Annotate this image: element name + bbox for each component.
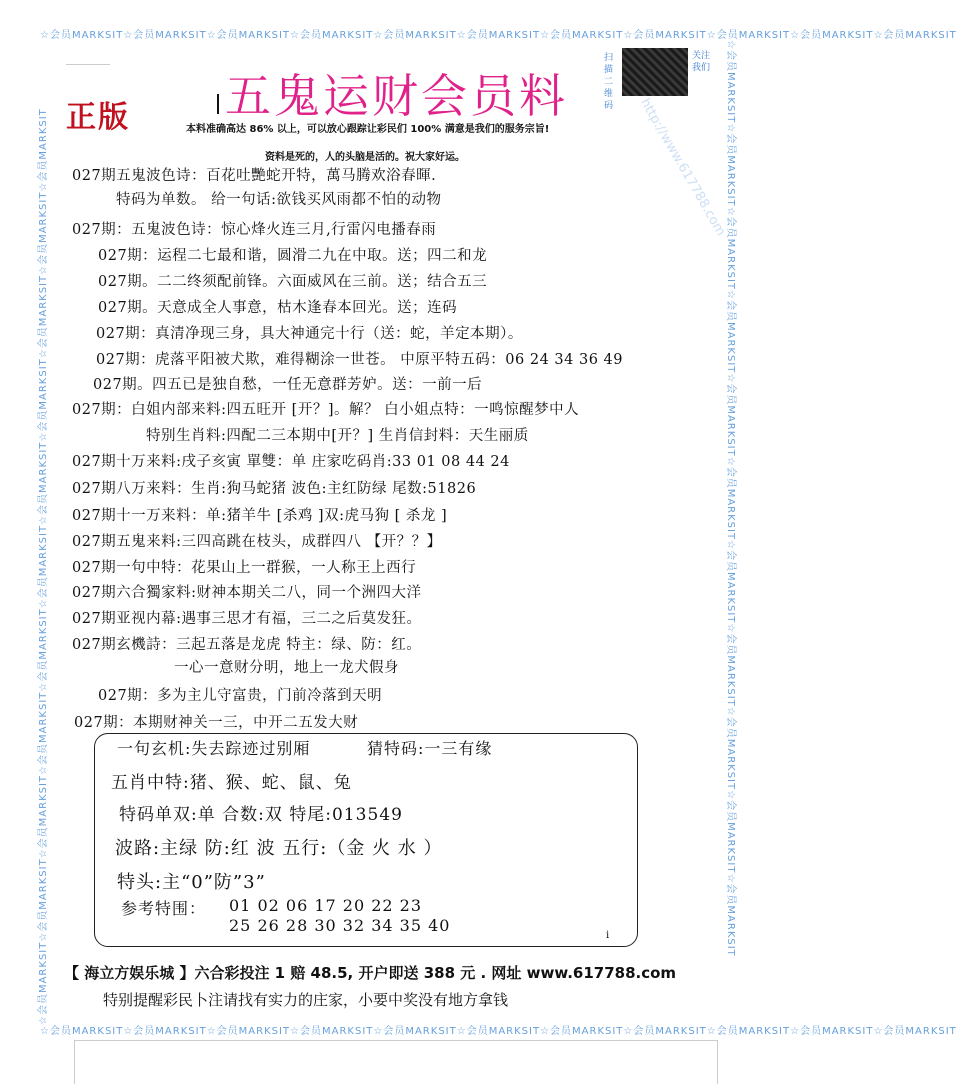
prediction-line: 027期。二二终须配前锋。六面威风在三前。送；结合五三	[98, 274, 488, 290]
wave-text: 波路:主绿 防:红 波 五行:（金 火 水 ）	[115, 838, 443, 859]
prediction-line: 027期五鬼波色诗：百花吐艷蛇开特，萬马腾欢浴春暉.	[72, 168, 437, 184]
qr-caption-left: 扫描二维码	[604, 53, 614, 111]
reference-label: 参考特围：	[121, 899, 207, 918]
watermark-band-right: ☆会员MARKSIT☆会员MARKSIT☆会员MARKSIT☆会员MARKSIT☆会员MARKSIT☆会员MARKSIT☆会员MARKSIT☆会员MARKSIT☆会员MARKSIT☆会员MARKSIT☆会员MARKSIT	[725, 40, 736, 957]
prediction-line: 一心一意财分明，地上一龙犬假身	[174, 660, 399, 676]
prediction-line: 027期。天意成全人事意，枯木逢春本回光。送；连码	[98, 300, 458, 316]
prediction-line: 027期十一万来料：单:猪羊牛 [杀鸡 ]双:虎马狗 [ 杀龙 ]	[72, 508, 448, 524]
watermark-band-left: ☆会员MARKSIT☆会员MARKSIT☆会员MARKSIT☆会员MARKSIT☆会员MARKSIT☆会员MARKSIT☆会员MARKSIT☆会员MARKSIT☆会员MARKSIT☆会员MARKSIT☆会员MARKSIT	[38, 108, 49, 1025]
tagline: 本料准确高达 86% 以上，可以放心跟踪让彩民们 100% 满意是我们的服务宗旨!	[186, 124, 550, 135]
next-page-edge	[74, 1040, 718, 1084]
corner-mark	[66, 64, 110, 65]
odd-even-text: 特码单双:单 合数:双 特尾:013549	[119, 805, 403, 825]
footer-warning: 特别提醒彩民卜注请找有实力的庄家，小要中奖没有地方拿钱	[103, 991, 509, 1009]
page-title: 五鬼运财会员料	[225, 69, 568, 123]
prediction-line: 027期：虎落平阳被犬欺，难得糊涂一世苍。 中原平特五码：06 24 34 36 49	[96, 352, 623, 368]
riddle-text: 一句玄机:失去踪迹过别厢	[117, 739, 311, 758]
prediction-line: 027期：运程二七最和谐，圆滑二九在中取。送；四二和龙	[98, 248, 488, 264]
title-divider	[217, 94, 219, 114]
qr-code-image[interactable]	[622, 48, 688, 96]
prediction-line: 027期六合獨家料:财神本期关二八，同一个洲四大洋	[72, 585, 422, 601]
prediction-line: 027期：白姐内部来料:四五旺开 [开？]。解？ 白小姐点特：一鸣惊醒梦中人	[72, 402, 580, 418]
slogan: 资料是死的，人的头脑是活的。祝大家好运。	[265, 152, 465, 163]
reference-numbers-row2: 25 26 28 30 32 34 35 40	[229, 916, 451, 935]
prediction-line: 027期：真清净现三身，具大神通完十行（送：蛇，羊定本期）。	[96, 326, 523, 342]
prediction-line: 027期八万来料：生肖:狗马蛇猪 波色:主红防绿 尾数:51826	[72, 481, 477, 497]
prediction-line: 特别生肖料:四配二三本期中[开？] 生肖信封料：天生丽质	[146, 428, 529, 444]
qr-caption-right: 关注我们	[692, 51, 711, 73]
five-zodiac-text: 五肖中特:猪、猴、蛇、鼠、兔	[111, 773, 352, 793]
watermark-band-top: ☆会员MARKSIT☆会员MARKSIT☆会员MARKSIT☆会员MARKSIT☆会员MARKSIT☆会员MARKSIT☆会员MARKSIT☆会员MARKSIT☆会员MARKSIT☆会员MARKSIT☆会员MARKSIT	[40, 30, 957, 41]
reference-numbers-row1: 01 02 06 17 20 22 23	[229, 896, 423, 915]
diagonal-watermark: http://www.617788.com	[637, 96, 729, 239]
prediction-line: 027期五鬼来料:三四高跳在枝头，成群四八 【开？？】	[72, 534, 442, 550]
guess-text: 猜特码:一三有缘	[367, 739, 493, 758]
edition-label: 正版	[66, 100, 130, 135]
prediction-line: 027期：本期财神关一三，中开二五发大财	[74, 715, 359, 731]
prediction-line: 027期：多为主儿守富贵，门前冷落到天明	[98, 688, 383, 704]
prediction-line: 027期：五鬼波色诗：惊心烽火连三月,行雷闪电播春雨	[72, 222, 437, 238]
prediction-line: 027期。四五已是独自愁，一任无意群芳妒。送：一前一后	[93, 377, 483, 393]
summary-box	[94, 733, 638, 947]
watermark-band-bottom: ☆会员MARKSIT☆会员MARKSIT☆会员MARKSIT☆会员MARKSIT☆会员MARKSIT☆会员MARKSIT☆会员MARKSIT☆会员MARKSIT☆会员MARKSIT☆会员MARKSIT☆会员MARKSIT	[40, 1026, 957, 1037]
prediction-line: 027期亚视内幕:遇事三思才有福，三二之后莫发狂。	[72, 611, 422, 627]
prediction-line: 特码为单数。 给一句话:欲钱买风雨都不怕的动物	[116, 192, 442, 208]
prediction-line: 027期玄機詩：三起五落是龙虎 特主：绿、防：红。	[72, 637, 422, 653]
corner-glyph: i	[606, 930, 610, 941]
prediction-line: 027期十万来料:戌子亥寅 單雙：单 庄家吃码肖:33 01 08 44 24	[72, 454, 510, 470]
prediction-line: 027期一句中特：花果山上一群猴，一人称王上西行	[72, 560, 417, 576]
footer-advertisement: 【 海立方娱乐城 】六合彩投注 1 赔 48.5, 开户即送 388 元 . 网址 www.617788.com	[64, 964, 677, 982]
head-text: 特头:主“0”防”3”	[117, 872, 266, 893]
